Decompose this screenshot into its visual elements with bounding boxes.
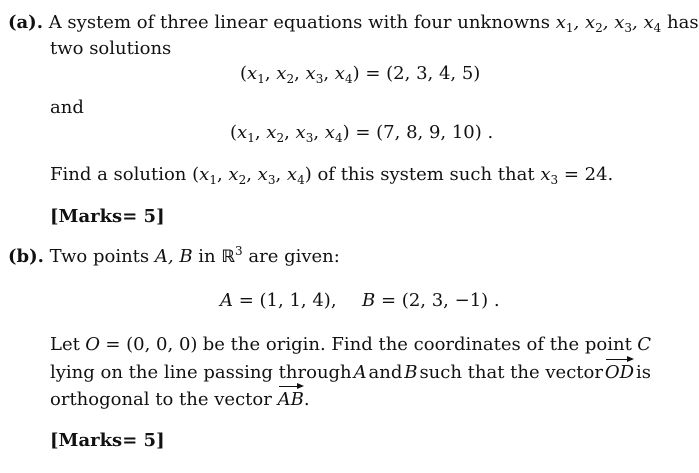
part-a-line2: two solutions [50,38,172,59]
point-B-value: = (2, 3, −1) . [381,290,500,311]
orthogonal-text: orthogonal to the vector [50,389,272,410]
point-B-symbol: B [362,290,376,311]
part-a-and: and [50,97,84,118]
part-b-are-given: are given: [248,246,340,267]
part-b-label: (b). [8,246,44,267]
origin-symbol: O [85,334,100,355]
point-A-symbol: A [220,290,233,311]
points-AB: A, B [154,246,193,267]
point-A-value: = (1, 1, 4), [238,290,337,311]
lying-B: B [404,362,418,383]
part-b-first-line [8,244,340,267]
is-word: is [636,362,651,383]
part-a-first-line [8,12,699,35]
solution-2-rhs: = (7, 8, 9, 10) . [355,122,494,143]
x3-symbol: $x_3$ [540,164,559,187]
r-symbol: ℝ [221,247,235,267]
let-word: Let [50,334,80,355]
part-b-let-line [50,336,651,354]
part-a-intro: A system of three linear equations with four unknowns [48,12,551,33]
part-b-orthogonal-line [50,391,310,409]
lying-and: and [368,362,403,383]
origin-value: = (0, 0, 0) [105,334,198,355]
solution-2 [230,122,494,145]
part-b-in: in [198,246,216,267]
r-exponent: 3 [235,244,243,258]
find-tuple: ($x_1$, $x_2$, $x_3$, $x_4$) [192,164,312,187]
vector-AB: AB [277,389,304,410]
vector-OD: OD [604,362,635,383]
solution-2-lhs: ($x_1$, $x_2$, $x_3$, $x_4$) [230,122,350,145]
solution-1-rhs: = (2, 3, 4, 5) [365,63,481,84]
part-a-find-line [50,164,614,187]
find-middle: of this system such that [317,164,535,185]
part-b-lying-line [50,364,651,382]
point-C-symbol: C [637,334,651,355]
part-b-marks: [Marks= 5] [50,430,165,451]
lying-A: A [353,362,367,383]
points-equation [220,292,500,310]
lying-text: lying on the line passing through [50,362,352,383]
solution-1 [240,63,481,86]
r3-symbol [221,246,242,267]
such-vector-text: such that the vector [419,362,603,383]
orthogonal-period: . [303,389,310,410]
part-a-marks: [Marks= 5] [50,206,165,227]
find-prefix: Find a solution [50,164,187,185]
part-b-intro: Two points [49,246,150,267]
part-a-has: has [667,12,699,33]
origin-text: be the origin. Find the coordinates of the point [202,334,632,355]
part-a-label: (a). [8,12,43,33]
solution-1-lhs: ($x_1$, $x_2$, $x_3$, $x_4$) [240,63,360,86]
unknowns-list: $x_1$, $x_2$, $x_3$, $x_4$ [555,12,662,35]
x3-value: = 24. [563,164,614,185]
